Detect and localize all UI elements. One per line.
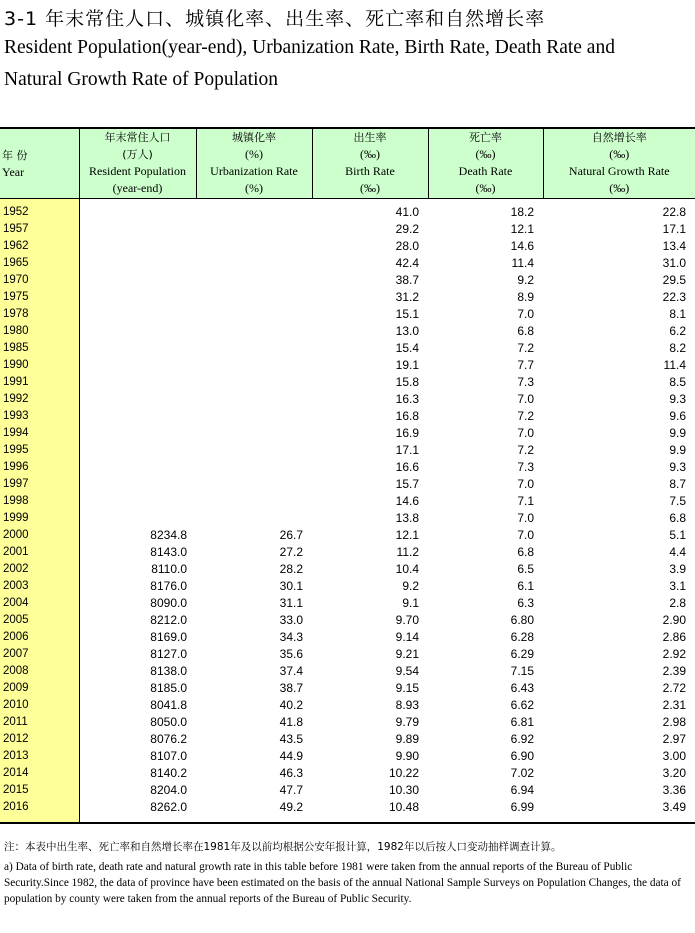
table-row <box>0 612 695 629</box>
header-death-rate-cn: 死亡率 <box>469 131 502 144</box>
header-death-rate-unit-en: (‰) <box>475 181 496 195</box>
table-row <box>0 765 695 782</box>
cell-population <box>79 408 196 425</box>
cell-population: 8090.0 <box>150 596 187 610</box>
cell-urbanization: 49.2 <box>196 799 312 823</box>
table-row <box>0 255 695 272</box>
cell-urbanization <box>196 255 312 272</box>
cell-death-rate: 7.1 <box>517 494 534 508</box>
cell-population <box>79 306 196 323</box>
cell-growth-rate: 7.5 <box>669 494 686 508</box>
header-urbanization-unit: (%) <box>245 147 263 161</box>
cell-death-rate: 6.3 <box>517 596 534 610</box>
cell-death-rate: 6.1 <box>517 579 534 593</box>
cell-growth-rate: 2.98 <box>662 715 686 729</box>
cell-birth-rate: 13.8 <box>395 511 419 525</box>
cell-year: 2006 <box>0 629 79 646</box>
cell-growth-rate: 2.92 <box>662 647 686 661</box>
cell-urbanization <box>196 425 312 442</box>
table-row <box>0 238 695 255</box>
cell-year: 1985 <box>0 340 79 357</box>
cell-population <box>79 510 196 527</box>
cell-growth-rate: 6.2 <box>669 324 686 338</box>
cell-urbanization: 26.7 <box>279 528 303 542</box>
cell-death-rate: 7.0 <box>517 392 534 406</box>
cell-birth-rate: 11.2 <box>396 545 419 559</box>
cell-year: 2001 <box>0 544 79 561</box>
cell-death-rate: 7.15 <box>510 664 534 678</box>
cell-urbanization <box>196 323 312 340</box>
cell-year: 2011 <box>0 714 79 731</box>
table-row <box>0 357 695 374</box>
cell-birth-rate: 10.4 <box>395 562 419 576</box>
cell-urbanization: 34.3 <box>279 630 303 644</box>
cell-urbanization: 27.2 <box>279 545 303 559</box>
header-urbanization <box>196 128 312 199</box>
cell-growth-rate: 9.9 <box>669 426 686 440</box>
cell-birth-rate: 15.4 <box>395 341 419 355</box>
cell-birth-rate: 17.1 <box>395 443 419 457</box>
cell-urbanization: 28.2 <box>279 562 303 576</box>
cell-urbanization <box>196 306 312 323</box>
cell-urbanization <box>196 442 312 459</box>
cell-urbanization: 46.3 <box>279 766 303 780</box>
cell-death-rate: 12.1 <box>510 222 534 236</box>
header-year-en: Year <box>2 164 25 179</box>
cell-year: 2000 <box>0 527 79 544</box>
table-row <box>0 527 695 544</box>
table-row <box>0 323 695 340</box>
cell-year: 2007 <box>0 646 79 663</box>
cell-population <box>79 374 196 391</box>
cell-urbanization <box>196 357 312 374</box>
cell-growth-rate: 22.8 <box>662 205 686 219</box>
cell-population <box>79 289 196 306</box>
header-year-cn: 年 份 <box>2 148 28 162</box>
cell-population <box>79 425 196 442</box>
cell-growth-rate: 17.1 <box>662 222 686 236</box>
table-row <box>0 340 695 357</box>
table-row <box>0 442 695 459</box>
header-urbanization-cn: 城镇化率 <box>232 131 276 144</box>
cell-birth-rate: 16.8 <box>395 409 419 423</box>
cell-birth-rate: 9.21 <box>395 647 419 661</box>
cell-death-rate: 6.28 <box>510 630 534 644</box>
cell-year: 2002 <box>0 561 79 578</box>
header-death-rate-en: Death Rate <box>458 164 513 178</box>
cell-growth-rate: 2.31 <box>662 698 686 712</box>
cell-population <box>79 272 196 289</box>
table-row <box>0 408 695 425</box>
cell-urbanization: 37.4 <box>279 664 303 678</box>
cell-year: 1997 <box>0 476 79 493</box>
cell-death-rate: 18.2 <box>510 205 534 219</box>
cell-urbanization <box>196 340 312 357</box>
cell-death-rate: 6.62 <box>510 698 534 712</box>
cell-growth-rate: 5.1 <box>669 528 686 542</box>
table-row <box>0 799 695 823</box>
table-row <box>0 782 695 799</box>
note-chinese: 注：本表中出生率、死亡率和自然增长率在1981年及以前均根据公安年报计算，1982年以后按人口变动抽样调查计算。 <box>4 841 562 853</box>
cell-growth-rate: 2.8 <box>669 596 686 610</box>
cell-growth-rate: 3.36 <box>662 783 686 797</box>
table-row <box>0 425 695 442</box>
table-row <box>0 374 695 391</box>
cell-year: 1998 <box>0 493 79 510</box>
cell-population: 8140.2 <box>150 766 187 780</box>
cell-growth-rate: 3.1 <box>669 579 686 593</box>
header-urbanization-unit-en: (%) <box>245 181 263 195</box>
cell-population <box>79 323 196 340</box>
cell-population: 8041.8 <box>150 698 187 712</box>
cell-birth-rate: 38.7 <box>395 273 419 287</box>
cell-birth-rate: 19.1 <box>395 358 419 372</box>
cell-death-rate: 7.0 <box>517 477 534 491</box>
cell-population <box>79 238 196 255</box>
cell-birth-rate: 15.1 <box>395 307 419 321</box>
cell-year: 1978 <box>0 306 79 323</box>
header-birth-rate-unit-en: (‰) <box>360 181 380 195</box>
header-urbanization-en: Urbanization Rate <box>210 164 298 178</box>
cell-year: 1993 <box>0 408 79 425</box>
table-row <box>0 629 695 646</box>
table-row <box>0 714 695 731</box>
cell-birth-rate: 12.1 <box>395 528 419 542</box>
cell-birth-rate: 9.2 <box>402 579 419 593</box>
table-row <box>0 221 695 238</box>
cell-birth-rate: 16.9 <box>395 426 419 440</box>
header-population <box>79 128 196 199</box>
cell-urbanization <box>196 199 312 222</box>
cell-year: 1980 <box>0 323 79 340</box>
table-row <box>0 272 695 289</box>
cell-urbanization: 47.7 <box>279 783 303 797</box>
table-row <box>0 731 695 748</box>
cell-growth-rate: 6.8 <box>669 511 686 525</box>
header-growth-rate-unit: (‰) <box>609 147 630 161</box>
cell-year: 2014 <box>0 765 79 782</box>
cell-year: 2016 <box>0 799 79 823</box>
cell-urbanization: 35.6 <box>279 647 303 661</box>
cell-growth-rate: 3.9 <box>669 562 686 576</box>
cell-year: 2004 <box>0 595 79 612</box>
cell-year: 1991 <box>0 374 79 391</box>
cell-year: 1995 <box>0 442 79 459</box>
cell-growth-rate: 3.00 <box>662 749 686 763</box>
table-row <box>0 663 695 680</box>
table-row <box>0 510 695 527</box>
cell-growth-rate: 9.9 <box>669 443 686 457</box>
cell-year: 2009 <box>0 680 79 697</box>
cell-death-rate: 14.6 <box>510 239 534 253</box>
cell-growth-rate: 2.72 <box>662 681 686 695</box>
cell-growth-rate: 9.3 <box>669 460 686 474</box>
cell-year: 2003 <box>0 578 79 595</box>
cell-urbanization <box>196 459 312 476</box>
cell-year: 2008 <box>0 663 79 680</box>
cell-birth-rate: 15.8 <box>395 375 419 389</box>
cell-year: 1975 <box>0 289 79 306</box>
cell-birth-rate: 10.30 <box>388 783 419 797</box>
table-body <box>0 199 695 824</box>
cell-urbanization <box>196 391 312 408</box>
cell-birth-rate: 42.4 <box>395 256 419 270</box>
cell-urbanization <box>196 272 312 289</box>
cell-death-rate: 7.0 <box>517 511 534 525</box>
cell-death-rate: 6.5 <box>517 562 534 576</box>
cell-urbanization: 43.5 <box>279 732 303 746</box>
header-birth-rate-unit: (‰) <box>360 147 380 161</box>
cell-population <box>79 340 196 357</box>
cell-birth-rate: 9.1 <box>402 596 419 610</box>
cell-death-rate: 6.80 <box>510 613 534 627</box>
table-row <box>0 289 695 306</box>
cell-death-rate: 7.2 <box>517 341 534 355</box>
cell-year: 1999 <box>0 510 79 527</box>
cell-birth-rate: 16.6 <box>395 460 419 474</box>
cell-birth-rate: 8.93 <box>395 698 419 712</box>
cell-death-rate: 11.4 <box>511 256 534 270</box>
cell-population <box>79 493 196 510</box>
cell-death-rate: 7.2 <box>517 443 534 457</box>
header-birth-rate <box>312 128 428 199</box>
header-growth-rate-unit-en: (‰) <box>609 181 630 195</box>
cell-birth-rate: 9.90 <box>395 749 419 763</box>
table-row <box>0 646 695 663</box>
header-birth-rate-cn: 出生率 <box>353 131 387 144</box>
cell-population <box>79 459 196 476</box>
cell-urbanization: 38.7 <box>279 681 303 695</box>
note-english: a) Data of birth rate, death rate and natural growth rate in this table before 1981 were taken from the annual reports of the Bureau of Public Security.Since 1982, the data of province have been estimated on the basis of the annual National Sample Surveys on Population Changes, the data of population by county were taken from the annual reports of the Bureau of Public Security. <box>4 861 681 905</box>
cell-urbanization <box>196 408 312 425</box>
cell-growth-rate: 4.4 <box>669 545 686 559</box>
cell-growth-rate: 3.49 <box>543 799 695 823</box>
cell-birth-rate: 16.3 <box>395 392 419 406</box>
table-row <box>0 391 695 408</box>
cell-growth-rate: 31.0 <box>662 256 686 270</box>
cell-population: 8110.0 <box>151 562 187 576</box>
cell-death-rate: 6.81 <box>510 715 534 729</box>
cell-birth-rate: 9.54 <box>395 664 419 678</box>
cell-urbanization <box>196 374 312 391</box>
cell-urbanization: 41.8 <box>279 715 303 729</box>
cell-urbanization: 44.9 <box>279 749 303 763</box>
cell-urbanization <box>196 238 312 255</box>
header-growth-rate-en: Natural Growth Rate <box>568 164 670 178</box>
table-title-english-line2: Natural Growth Rate of Population <box>4 69 279 90</box>
header-population-en: Resident Population <box>89 164 186 178</box>
cell-population <box>79 199 196 222</box>
cell-population <box>79 391 196 408</box>
cell-urbanization <box>196 221 312 238</box>
cell-urbanization <box>196 476 312 493</box>
cell-year: 1952 <box>0 199 79 222</box>
cell-population: 8234.8 <box>150 528 187 542</box>
header-growth-rate-cn: 自然增长率 <box>591 131 647 144</box>
cell-year: 1970 <box>0 272 79 289</box>
cell-year: 2010 <box>0 697 79 714</box>
cell-death-rate: 6.8 <box>517 324 534 338</box>
cell-year: 1957 <box>0 221 79 238</box>
cell-death-rate: 7.2 <box>517 409 534 423</box>
cell-year: 1965 <box>0 255 79 272</box>
cell-urbanization <box>196 510 312 527</box>
cell-growth-rate: 8.7 <box>669 477 686 491</box>
cell-death-rate: 7.3 <box>517 375 534 389</box>
cell-death-rate: 7.3 <box>517 460 534 474</box>
cell-year: 2013 <box>0 748 79 765</box>
cell-birth-rate: 10.48 <box>312 799 428 823</box>
cell-urbanization: 30.1 <box>279 579 303 593</box>
cell-population: 8076.2 <box>150 732 187 746</box>
cell-population: 8107.0 <box>150 749 187 763</box>
cell-death-rate: 6.94 <box>510 783 534 797</box>
cell-population: 8138.0 <box>150 664 187 678</box>
cell-year: 2012 <box>0 731 79 748</box>
table-title-chinese: 3-1 年末常住人口、城镇化率、出生率、死亡率和自然增长率 <box>4 8 546 30</box>
cell-birth-rate: 9.15 <box>395 681 419 695</box>
cell-birth-rate: 9.14 <box>395 630 419 644</box>
table-row <box>0 697 695 714</box>
cell-urbanization <box>196 289 312 306</box>
cell-growth-rate: 22.3 <box>662 290 686 304</box>
cell-death-rate: 9.2 <box>517 273 534 287</box>
notes <box>4 839 692 907</box>
cell-year: 1990 <box>0 357 79 374</box>
cell-urbanization: 33.0 <box>279 613 303 627</box>
table-title-english-line1: Resident Population(year-end), Urbanization Rate, Birth Rate, Death Rate and <box>4 37 615 58</box>
header-population-en-sub: (year-end) <box>112 181 163 195</box>
table-row <box>0 493 695 510</box>
cell-population: 8204.0 <box>150 783 187 797</box>
cell-death-rate: 7.0 <box>517 307 534 321</box>
header-growth-rate <box>543 128 695 199</box>
table-header-row <box>0 128 695 199</box>
header-death-rate <box>428 128 543 199</box>
table-row <box>0 199 695 222</box>
cell-population <box>79 221 196 238</box>
cell-birth-rate: 9.70 <box>395 613 419 627</box>
cell-death-rate: 7.02 <box>510 766 534 780</box>
cell-growth-rate: 9.3 <box>669 392 686 406</box>
cell-death-rate: 6.99 <box>428 799 543 823</box>
cell-growth-rate: 11.4 <box>663 358 686 372</box>
cell-population: 8176.0 <box>150 579 187 593</box>
cell-birth-rate: 41.0 <box>395 205 419 219</box>
cell-growth-rate: 2.90 <box>662 613 686 627</box>
table-row <box>0 680 695 697</box>
table-row <box>0 459 695 476</box>
cell-death-rate: 7.0 <box>517 528 534 542</box>
table-row <box>0 306 695 323</box>
cell-birth-rate: 14.6 <box>395 494 419 508</box>
header-year <box>0 128 79 199</box>
cell-population <box>79 476 196 493</box>
cell-growth-rate: 2.86 <box>662 630 686 644</box>
cell-year: 1996 <box>0 459 79 476</box>
population-table <box>0 127 695 824</box>
cell-death-rate: 6.90 <box>510 749 534 763</box>
header-population-unit-cn: (万人) <box>122 148 153 161</box>
cell-growth-rate: 8.5 <box>669 375 686 389</box>
cell-death-rate: 6.8 <box>517 545 534 559</box>
header-birth-rate-en: Birth Rate <box>345 164 395 178</box>
cell-birth-rate: 28.0 <box>395 239 419 253</box>
cell-urbanization <box>196 493 312 510</box>
cell-population: 8050.0 <box>150 715 187 729</box>
cell-birth-rate: 9.79 <box>395 715 419 729</box>
cell-year: 1962 <box>0 238 79 255</box>
cell-growth-rate: 9.6 <box>669 409 686 423</box>
cell-population <box>79 255 196 272</box>
cell-growth-rate: 8.1 <box>669 307 686 321</box>
cell-growth-rate: 2.39 <box>662 664 686 678</box>
cell-growth-rate: 2.97 <box>662 732 686 746</box>
cell-population: 8169.0 <box>150 630 187 644</box>
cell-population: 8262.0 <box>79 799 196 823</box>
cell-population: 8212.0 <box>150 613 187 627</box>
cell-year: 2015 <box>0 782 79 799</box>
cell-death-rate: 6.43 <box>510 681 534 695</box>
cell-death-rate: 8.9 <box>517 290 534 304</box>
table-row <box>0 476 695 493</box>
table-row <box>0 561 695 578</box>
table-row <box>0 748 695 765</box>
cell-population <box>79 357 196 374</box>
cell-birth-rate: 13.0 <box>395 324 419 338</box>
table-row <box>0 578 695 595</box>
table-row <box>0 544 695 561</box>
cell-population: 8185.0 <box>150 681 187 695</box>
cell-growth-rate: 8.2 <box>669 341 686 355</box>
cell-death-rate: 7.0 <box>517 426 534 440</box>
cell-urbanization: 40.2 <box>279 698 303 712</box>
header-death-rate-unit: (‰) <box>475 147 496 161</box>
cell-birth-rate: 15.7 <box>395 477 419 491</box>
cell-year: 2005 <box>0 612 79 629</box>
cell-death-rate: 6.92 <box>510 732 534 746</box>
cell-growth-rate: 13.4 <box>662 239 686 253</box>
header-population-cn: 年末常住人口 <box>104 131 171 144</box>
cell-birth-rate: 29.2 <box>395 222 419 236</box>
cell-population: 8127.0 <box>150 647 187 661</box>
cell-population <box>79 442 196 459</box>
cell-year: 1994 <box>0 425 79 442</box>
cell-birth-rate: 31.2 <box>395 290 419 304</box>
cell-birth-rate: 9.89 <box>395 732 419 746</box>
cell-death-rate: 7.7 <box>517 358 534 372</box>
cell-growth-rate: 29.5 <box>662 273 686 287</box>
table-row <box>0 595 695 612</box>
cell-urbanization: 31.1 <box>279 596 303 610</box>
cell-birth-rate: 10.22 <box>388 766 419 780</box>
cell-population: 8143.0 <box>150 545 187 559</box>
cell-death-rate: 6.29 <box>510 647 534 661</box>
cell-year: 1992 <box>0 391 79 408</box>
cell-growth-rate: 3.20 <box>662 766 686 780</box>
